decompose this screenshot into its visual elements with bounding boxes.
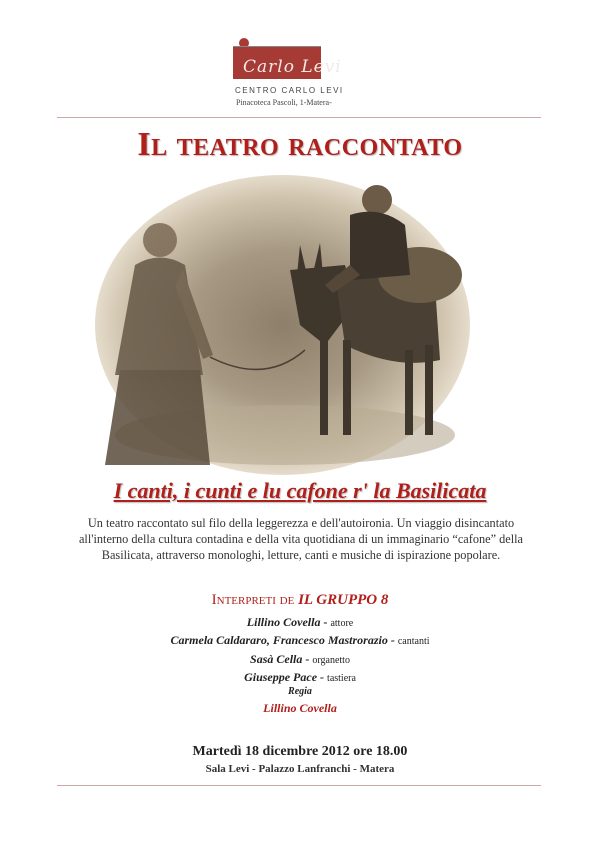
cast-item [0, 670, 600, 685]
cast-role: tastiera [327, 673, 356, 684]
cast-name: Carmela Caldararo, Francesco Mastrorazio [170, 633, 388, 647]
cast-role: organetto [312, 655, 350, 666]
interpreti-prefix: Interpreti de [211, 592, 299, 608]
page-title: Il teatro raccontato [137, 126, 463, 163]
cast-name: Lillino Covella [246, 615, 321, 629]
logo-name: CENTRO CARLO LEVI [235, 86, 344, 95]
cast-item [0, 615, 600, 630]
cast-item [0, 633, 600, 648]
bottom-divider [57, 785, 541, 786]
cast-name: Sasà Cella [250, 652, 303, 666]
cast-name: Giuseppe Pace [244, 670, 318, 684]
interpreti-heading [0, 592, 600, 609]
event-date: Martedì 18 dicembre 2012 ore 18.00 [192, 744, 408, 759]
cast-separator: - [317, 670, 328, 684]
centro-carlo-levi-logo [227, 38, 344, 108]
cast-item [0, 652, 600, 667]
event-description: Un teatro raccontato sul filo della leggerezza e dell'autoironia. Un viaggio disincantato all'interno della cultura contadina e della vita quotidiana di un immaginario “cafone” della Basilicata, attraverso monologhi, letture, canti e musiche di ispirazione popolare. [78, 516, 524, 562]
cast-separator: - [302, 652, 313, 666]
logo-address: Pinacoteca Pascoli, 1-Matera- [236, 98, 332, 107]
logo-mark [233, 46, 342, 79]
event-place: Sala Levi - Palazzo Lanfranchi - Matera [205, 763, 395, 775]
cast-role: attore [330, 618, 354, 629]
cast-role: cantanti [397, 636, 430, 647]
cast-separator: - [387, 633, 398, 647]
vintage-photo-icon [95, 175, 470, 475]
regia-name: Lillino Covella [263, 701, 337, 715]
top-divider [57, 117, 541, 118]
group-name: IL GRUPPO 8 [298, 592, 389, 608]
logo-signature: Carlo Levi [243, 57, 342, 77]
event-subtitle: I canti, i cunti e lu cafone r' la Basilicata [113, 478, 487, 503]
cast-separator: - [320, 615, 331, 629]
regia-label: Regia [288, 686, 312, 697]
